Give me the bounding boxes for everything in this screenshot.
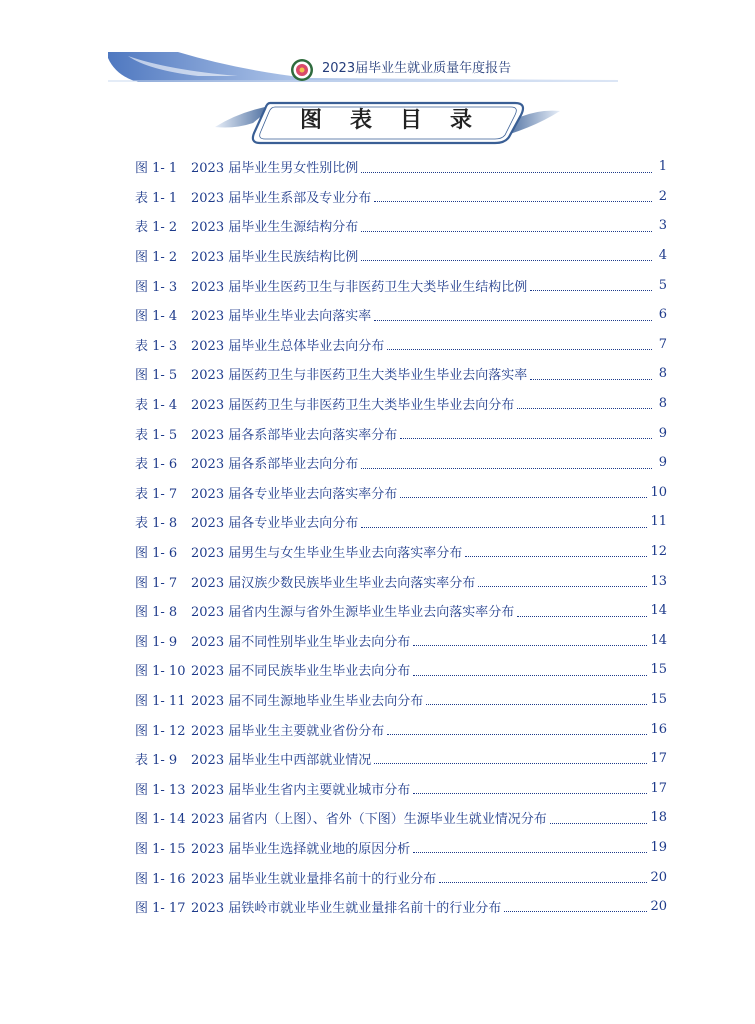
toc-entry[interactable] [135,152,667,182]
toc-entry-label: 表 1- 3 [135,338,178,354]
toc-entry[interactable] [135,507,667,537]
school-logo [290,58,314,82]
toc-entry-label: 图 1- 1 [135,161,178,177]
toc-entry-label: 图 1- 17 [135,901,186,917]
toc-entry-label: 图 1- 9 [135,634,178,650]
toc-entry-page: 6 [658,307,667,323]
dot-leader [413,674,647,676]
toc-entry-title: 2023 届汉族少数民族毕业生毕业去向落实率分布 [191,575,476,591]
toc-entry-title: 2023 届毕业生系部及专业分布 [191,190,372,206]
dot-leader [400,496,647,498]
toc-entry-title: 2023 届各系部毕业去向分布 [191,457,359,473]
toc-entry-page: 5 [658,277,667,293]
toc-entry-page: 2 [658,188,667,204]
dot-leader [361,467,652,469]
toc-entry-page: 18 [650,810,667,826]
dot-leader [413,792,647,794]
toc-entry-page: 10 [650,484,667,500]
toc-entry-label: 图 1- 3 [135,279,178,295]
toc-entry-title: 2023 届毕业生男女性别比例 [191,161,359,177]
toc-entry-label: 图 1- 13 [135,782,186,798]
dot-leader [426,703,647,705]
toc-entry[interactable] [135,714,667,744]
toc-entry-title: 2023 届不同民族毕业生毕业去向分布 [191,664,411,680]
dot-leader [478,585,647,587]
dot-leader [387,348,652,350]
toc-entry-page: 20 [650,899,667,915]
toc-entry-label: 图 1- 11 [135,693,186,709]
toc-entry[interactable] [135,359,667,389]
dot-leader [530,289,652,291]
dot-leader [361,171,652,173]
toc-entry-label: 表 1- 9 [135,753,178,769]
toc-entry[interactable] [135,833,667,863]
dot-leader [361,259,652,261]
dot-leader [374,762,647,764]
toc-entry-page: 15 [650,662,667,678]
toc-entry[interactable] [135,685,667,715]
toc-entry-title: 2023 届毕业生就业量排名前十的行业分布 [191,871,437,887]
toc-entry-title: 2023 届省内生源与省外生源毕业生毕业去向落实率分布 [191,605,515,621]
dot-leader [504,910,647,912]
toc-entry[interactable] [135,537,667,567]
toc-entry-page: 17 [650,780,667,796]
toc-entry-title: 2023 届不同性别毕业生毕业去向分布 [191,634,411,650]
toc-entry-title: 2023 届医药卫生与非医药卫生大类毕业生毕业去向分布 [191,398,515,414]
toc-entry[interactable] [135,300,667,330]
toc-entry-title: 2023 届毕业生主要就业省份分布 [191,723,385,739]
toc-entry-page: 9 [658,425,667,441]
toc-entry[interactable] [135,566,667,596]
toc-entry[interactable] [135,211,667,241]
toc-entry-title: 2023 届毕业生中西部就业情况 [191,753,372,769]
toc-entry-label: 图 1- 8 [135,605,178,621]
dot-leader [374,319,652,321]
toc-entry[interactable] [135,596,667,626]
dot-leader [517,407,652,409]
dot-leader [387,733,647,735]
toc-entry-title: 2023 届各系部毕业去向落实率分布 [191,427,398,443]
toc-entry[interactable] [135,448,667,478]
toc-entry-label: 图 1- 5 [135,368,178,384]
toc-entry-page: 7 [658,336,667,352]
toc-entry[interactable] [135,626,667,656]
toc-entry-label: 表 1- 8 [135,516,178,532]
toc-entry-page: 17 [650,751,667,767]
toc-entry[interactable] [135,773,667,803]
toc-entry-page: 16 [650,721,667,737]
toc-entry-title: 2023 届毕业生总体毕业去向分布 [191,338,385,354]
toc-entry-title: 2023 届各专业毕业去向落实率分布 [191,486,398,502]
toc-entry-page: 14 [650,603,667,619]
dot-leader [413,644,647,646]
toc-entry-title: 2023 届毕业生医药卫生与非医药卫生大类毕业生结构比例 [191,279,528,295]
toc-entry-title: 2023 届毕业生选择就业地的原因分析 [191,841,411,857]
toc-entry-title: 2023 届毕业生省内主要就业城市分布 [191,782,411,798]
toc-entry[interactable] [135,655,667,685]
dot-leader [400,437,652,439]
toc-entry-label: 表 1- 5 [135,427,178,443]
dot-leader [439,881,647,883]
toc-entry[interactable] [135,182,667,212]
toc-entry-label: 图 1- 14 [135,812,186,828]
toc-entry-label: 图 1- 16 [135,871,186,887]
toc-entry[interactable] [135,270,667,300]
toc-entry[interactable] [135,478,667,508]
toc-entry-title: 2023 届毕业生民族结构比例 [191,250,359,266]
toc-entry-label: 图 1- 4 [135,309,178,325]
toc-entry-label: 表 1- 2 [135,220,178,236]
toc-entry-page: 13 [650,573,667,589]
toc-entry-page: 9 [658,455,667,471]
dot-leader [361,230,652,232]
toc-entry-label: 图 1- 6 [135,546,178,562]
toc-entry[interactable] [135,744,667,774]
dot-leader [413,851,647,853]
toc-entry[interactable] [135,418,667,448]
toc-entry-page: 4 [658,248,667,264]
toc-entry-title: 2023 届不同生源地毕业生毕业去向分布 [191,693,424,709]
dot-leader [374,200,652,202]
toc-entry-label: 图 1- 7 [135,575,178,591]
dot-leader [550,822,648,824]
toc-entry[interactable] [135,330,667,360]
toc-entry-title: 2023 届男生与女生毕业生毕业去向落实率分布 [191,546,463,562]
toc-entry-page: 15 [650,691,667,707]
toc-entry-page: 8 [658,396,667,412]
toc-entry-page: 11 [650,514,667,530]
dot-leader [517,615,647,617]
toc-entry[interactable] [135,803,667,833]
toc-entry-label: 表 1- 1 [135,190,178,206]
toc-entry-title: 2023 届各专业毕业去向分布 [191,516,359,532]
toc-entry-label: 表 1- 4 [135,398,178,414]
toc-entry-label: 图 1- 15 [135,841,186,857]
toc-entry-title: 2023 届省内（上图）、省外（下图）生源毕业生就业情况分布 [191,812,547,828]
toc-entry-label: 图 1- 12 [135,723,186,739]
toc-entry-title: 2023 届铁岭市就业毕业生就业量排名前十的行业分布 [191,901,502,917]
toc-entry-title: 2023 届毕业生生源结构分布 [191,220,359,236]
toc-entry-title: 2023 届毕业生毕业去向落实率 [191,309,372,325]
toc-entry-page: 20 [650,869,667,885]
toc-entry[interactable] [135,389,667,419]
page-title: 图表目录 [299,107,500,133]
header-title: 2023届毕业生就业质量年度报告 [322,61,512,76]
toc-entry-page: 3 [658,218,667,234]
toc-entry-label: 表 1- 7 [135,486,178,502]
toc-entry-page: 8 [658,366,667,382]
toc-entry[interactable] [135,862,667,892]
toc-entry-title: 2023 届医药卫生与非医药卫生大类毕业生毕业去向落实率 [191,368,528,384]
dot-leader [465,555,647,557]
dot-leader [361,526,647,528]
table-of-figures [135,152,667,921]
toc-entry-label: 图 1- 10 [135,664,186,680]
toc-entry[interactable] [135,241,667,271]
toc-entry-label: 表 1- 6 [135,457,178,473]
dot-leader [530,378,652,380]
toc-entry[interactable] [135,892,667,922]
toc-entry-page: 1 [658,159,667,175]
toc-entry-page: 19 [650,839,667,855]
toc-entry-label: 图 1- 2 [135,250,178,266]
toc-entry-page: 14 [650,632,667,648]
toc-entry-page: 12 [650,544,667,560]
